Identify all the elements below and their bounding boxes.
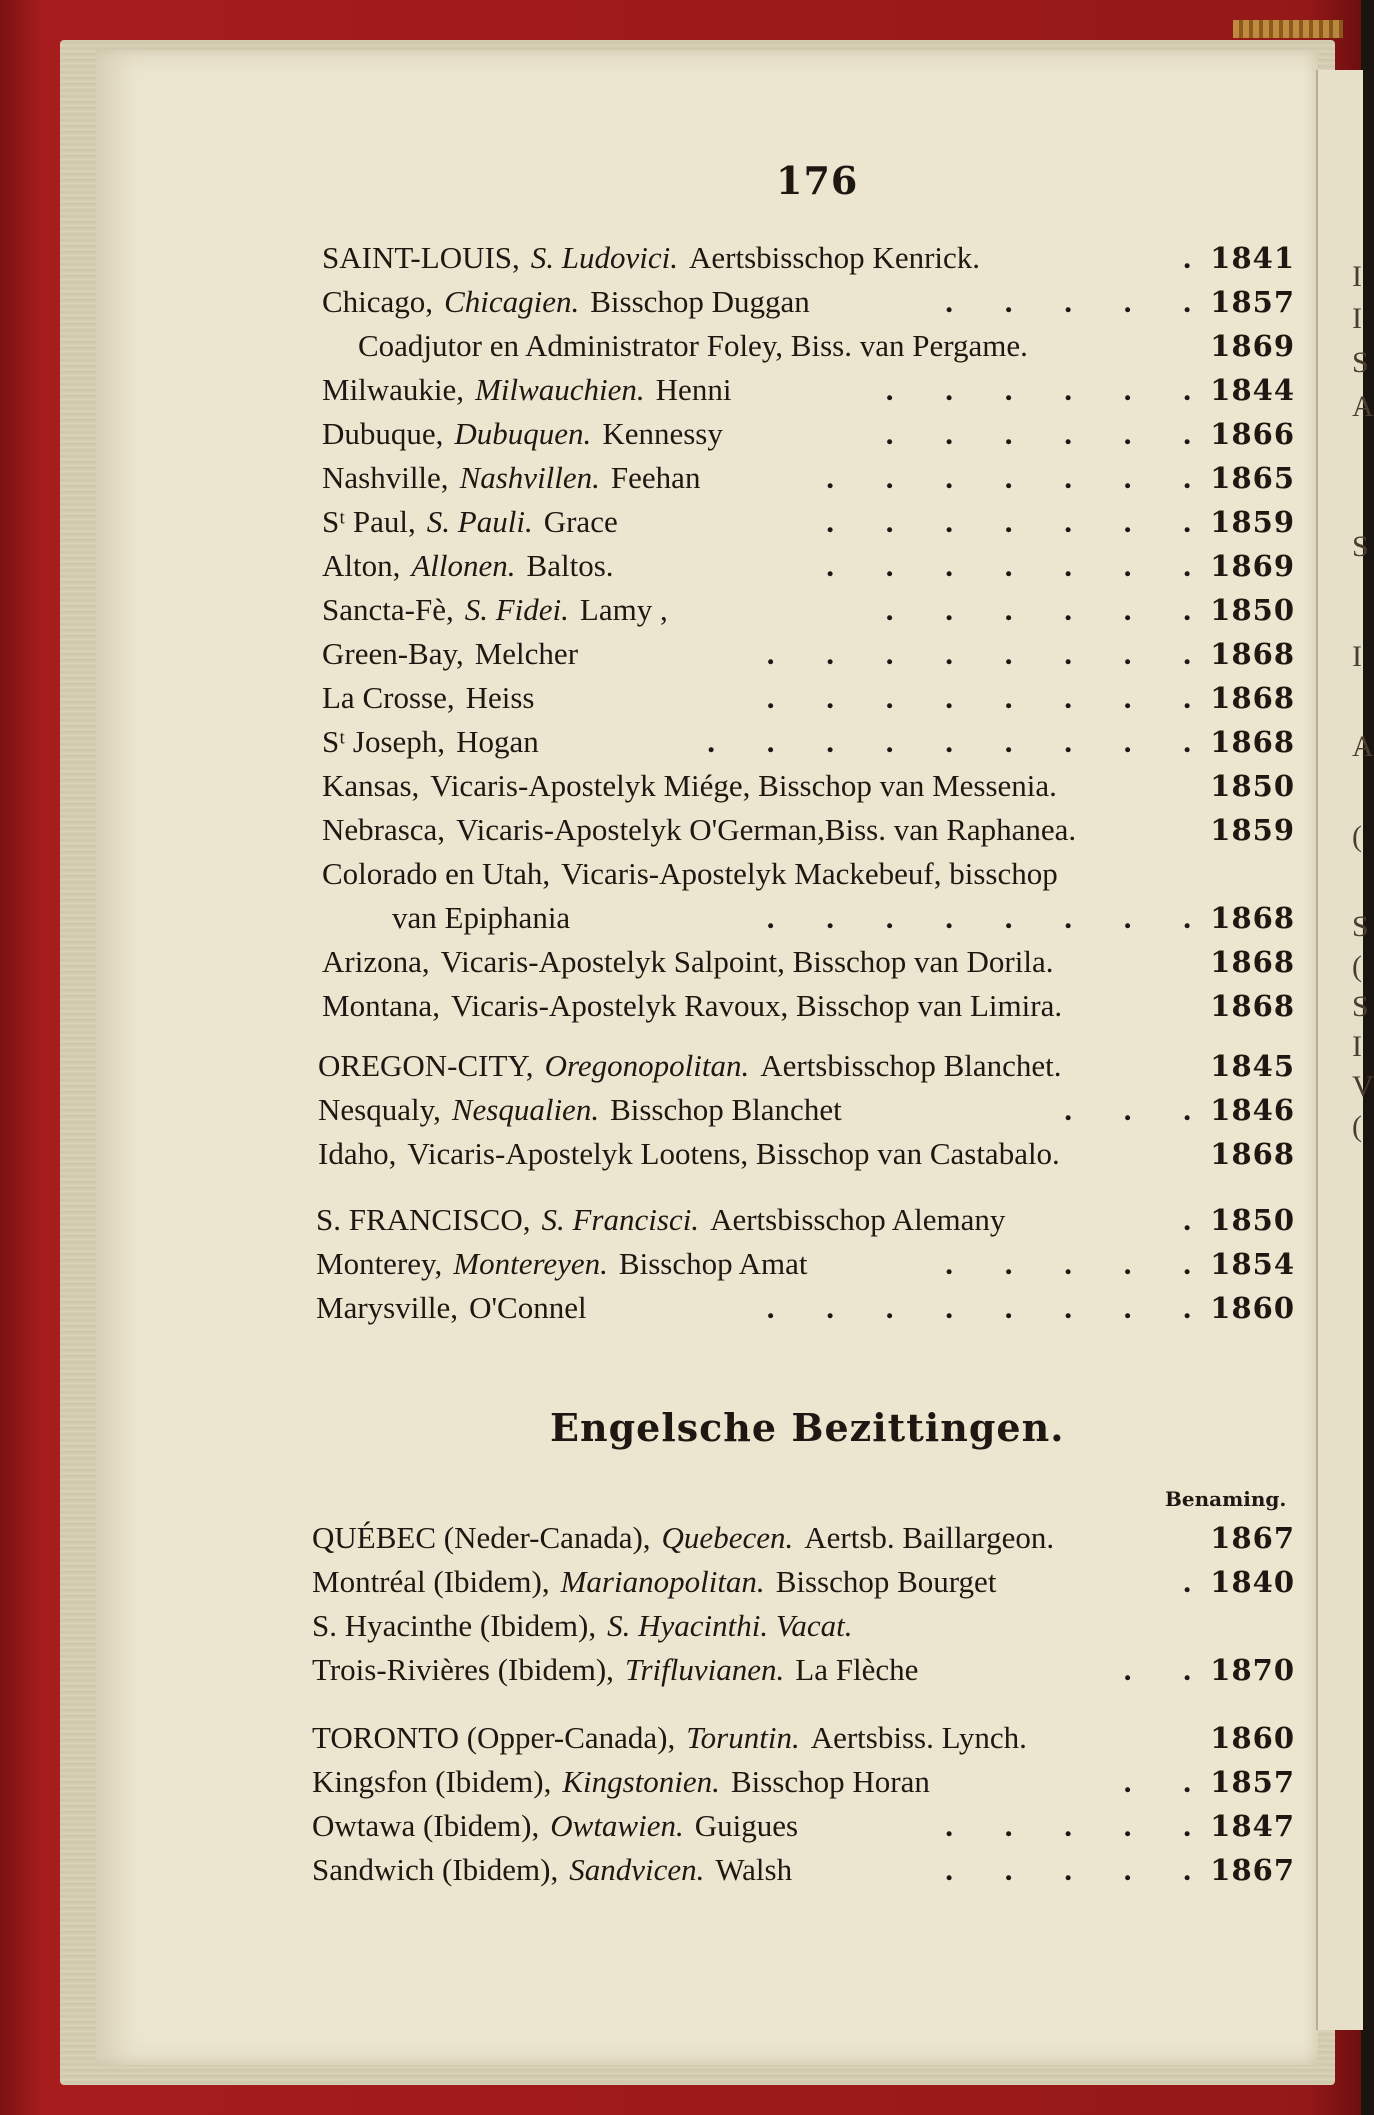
latin-name: S. Fidei. bbox=[464, 592, 569, 627]
office-holder: Kennessy bbox=[602, 416, 723, 451]
leader-dots: . . . . . . . . bbox=[766, 636, 1213, 671]
leader-dots: . . . . . . . bbox=[826, 548, 1213, 583]
office-holder: O'Connel bbox=[469, 1290, 587, 1325]
office-holder: Aertsb. Baillargeon. bbox=[804, 1520, 1055, 1555]
entry-row bbox=[322, 986, 1295, 1026]
see-name: La Crosse, bbox=[322, 680, 455, 715]
entry-text bbox=[322, 414, 734, 454]
appointment-year: 1845 bbox=[1210, 1049, 1295, 1083]
entry-text bbox=[322, 458, 711, 498]
entry-text bbox=[322, 942, 1064, 982]
leader-dots: . bbox=[1183, 1564, 1213, 1599]
leader-dots: . . . . . . bbox=[885, 416, 1213, 451]
appointment-year: 1869 bbox=[1210, 329, 1295, 363]
leader-dots: . . . . . . . . bbox=[766, 1290, 1213, 1325]
entry-text bbox=[322, 590, 679, 630]
appointment-year: 1854 bbox=[1210, 1247, 1295, 1281]
appointment-year: 1857 bbox=[1210, 1765, 1295, 1799]
latin-name: Milwauchien. bbox=[475, 372, 645, 407]
appointment-year: 1857 bbox=[1210, 285, 1295, 319]
entry-row bbox=[312, 1606, 1295, 1646]
latin-name: S. Hyacinthi. Vacat. bbox=[607, 1608, 853, 1643]
page-number: 176 bbox=[776, 158, 859, 203]
entry-text bbox=[322, 854, 1069, 894]
see-name: S. Hyacinthe (Ibidem), bbox=[312, 1608, 597, 1643]
entry-row bbox=[316, 1200, 1295, 1240]
see-name: Marysville, bbox=[316, 1290, 459, 1325]
appointment-year: 1868 bbox=[1210, 945, 1295, 979]
next-page-fragment: V bbox=[1352, 1070, 1374, 1103]
appointment-year: 1867 bbox=[1210, 1521, 1295, 1555]
leader-dots: . . . . . . bbox=[885, 592, 1213, 627]
entry-row bbox=[322, 722, 1295, 762]
entry-text bbox=[358, 326, 1039, 366]
entry-text bbox=[316, 1288, 598, 1328]
entry-row bbox=[312, 1562, 1295, 1602]
entry-row bbox=[322, 502, 1295, 542]
see-name: Kansas, bbox=[322, 768, 420, 803]
entry-text bbox=[392, 898, 581, 938]
see-name: SAINT-LOUIS, bbox=[322, 240, 520, 275]
see-name: Colorado en Utah, bbox=[322, 856, 551, 891]
office-holder: Vicaris-Apostelyk Mackebeuf, bisschop bbox=[561, 856, 1058, 891]
entry-text bbox=[312, 1850, 803, 1890]
latin-name: Allonen. bbox=[411, 548, 516, 583]
see-name: Kingsfon (Ibidem), bbox=[312, 1764, 552, 1799]
see-name: Nesqualy, bbox=[318, 1092, 441, 1127]
entry-row bbox=[322, 414, 1295, 454]
see-name: QUÉBEC (Neder-Canada), bbox=[312, 1520, 651, 1555]
appointment-year: 1870 bbox=[1210, 1653, 1295, 1687]
see-name: Sancta-Fè, bbox=[322, 592, 454, 627]
latin-name: S. Francisci. bbox=[541, 1202, 700, 1237]
office-holder: Vicaris-Apostelyk Salpoint, Bisschop van Dorila. bbox=[440, 944, 1054, 979]
appointment-year: 1868 bbox=[1210, 681, 1295, 715]
see-name: OREGON-CITY, bbox=[318, 1048, 534, 1083]
entry-row bbox=[322, 766, 1295, 806]
entry-text bbox=[322, 678, 545, 718]
leader-dots: . . . . . . bbox=[885, 372, 1213, 407]
office-holder: Aertsbiss. Lynch. bbox=[810, 1720, 1027, 1755]
entry-text bbox=[322, 810, 1087, 850]
office-holder: Vicaris-Apostelyk O'German,Biss. van Raphanea. bbox=[456, 812, 1077, 847]
appointment-year: 1840 bbox=[1210, 1565, 1295, 1599]
appointment-year: 1850 bbox=[1210, 769, 1295, 803]
entry-row bbox=[318, 1134, 1295, 1174]
leader-dots: . . . . . . . . bbox=[766, 900, 1213, 935]
entry-text bbox=[322, 282, 821, 322]
leader-dots: . . . . . . . bbox=[826, 504, 1213, 539]
appointment-year: 1860 bbox=[1210, 1291, 1295, 1325]
leader-dots: . . bbox=[1123, 1764, 1213, 1799]
entry-row bbox=[318, 1090, 1295, 1130]
office-holder: Bisschop Bourget bbox=[775, 1564, 997, 1599]
see-name: Nebrasca, bbox=[322, 812, 446, 847]
see-name: Chicago, bbox=[322, 284, 434, 319]
appointment-year: 1850 bbox=[1210, 1203, 1295, 1237]
latin-name: S. Pauli. bbox=[426, 504, 533, 539]
office-holder: Bisschop Horan bbox=[730, 1764, 930, 1799]
appointment-year: 1867 bbox=[1210, 1853, 1295, 1887]
see-name: S. FRANCISCO, bbox=[316, 1202, 531, 1237]
latin-name: S. Ludovici. bbox=[530, 240, 679, 275]
next-page-fragment: ( bbox=[1352, 950, 1362, 983]
latin-name: Owtawien. bbox=[550, 1808, 684, 1843]
office-holder: Heiss bbox=[465, 680, 535, 715]
leader-dots: . . bbox=[1123, 1652, 1213, 1687]
entry-text bbox=[322, 722, 550, 762]
latin-name: Nashvillen. bbox=[459, 460, 600, 495]
next-page-fragment: A bbox=[1352, 390, 1374, 423]
next-page-fragment: S bbox=[1352, 346, 1369, 379]
see-name: Montréal (Ibidem), bbox=[312, 1564, 550, 1599]
appointment-year: 1850 bbox=[1210, 593, 1295, 627]
next-page-fragment: ( bbox=[1352, 1110, 1362, 1143]
entry-text bbox=[322, 370, 742, 410]
office-holder: Vicaris-Apostelyk Lootens, Bisschop van Castabalo. bbox=[407, 1136, 1060, 1171]
appointment-year: 1869 bbox=[1210, 549, 1295, 583]
latin-name: Trifluvianen. bbox=[624, 1652, 785, 1687]
next-page-fragment: S bbox=[1352, 530, 1369, 563]
appointment-year: 1868 bbox=[1210, 1137, 1295, 1171]
next-page-fragment: A bbox=[1352, 730, 1374, 763]
office-holder: Feehan bbox=[610, 460, 701, 495]
office-holder: Melcher bbox=[474, 636, 579, 671]
office-holder: Hogan bbox=[456, 724, 539, 759]
entry-row bbox=[312, 1850, 1295, 1890]
office-holder: Bisschop Amat bbox=[618, 1246, 808, 1281]
next-page-fragment: S bbox=[1352, 910, 1369, 943]
entry-row bbox=[322, 678, 1295, 718]
office-holder: Vicaris-Apostelyk Miége, Bisschop van Messenia. bbox=[430, 768, 1057, 803]
leader-dots: . . . . . . . . bbox=[766, 680, 1213, 715]
entry-row bbox=[322, 238, 1295, 278]
office-holder: Baltos. bbox=[526, 548, 614, 583]
entry-row bbox=[322, 590, 1295, 630]
entry-text bbox=[312, 1762, 941, 1802]
entry-text bbox=[322, 546, 625, 586]
leader-dots: . . . . . . . bbox=[826, 460, 1213, 495]
leader-dots: . bbox=[1183, 1202, 1213, 1237]
appointment-year: 1868 bbox=[1210, 901, 1295, 935]
next-page-fragment: I bbox=[1352, 1030, 1362, 1063]
office-holder: Vicaris-Apostelyk Ravoux, Bisschop van Limira. bbox=[450, 988, 1063, 1023]
latin-name: Toruntin. bbox=[686, 1720, 800, 1755]
leader-dots: . . . . . bbox=[945, 284, 1213, 319]
entry-text bbox=[322, 766, 1068, 806]
entry-row bbox=[322, 634, 1295, 674]
appointment-year: 1866 bbox=[1210, 417, 1295, 451]
see-name: Owtawa (Ibidem), bbox=[312, 1808, 540, 1843]
see-name: Monterey, bbox=[316, 1246, 443, 1281]
latin-name: Kingstonien. bbox=[562, 1764, 720, 1799]
leader-dots: . . . bbox=[1064, 1092, 1213, 1127]
office-holder: Bisschop Duggan bbox=[590, 284, 810, 319]
next-page-fragment: I bbox=[1352, 302, 1362, 335]
latin-name: Quebecen. bbox=[661, 1520, 794, 1555]
entry-text bbox=[312, 1606, 863, 1646]
entry-row bbox=[322, 854, 1295, 894]
latin-name: Oregonopolitan. bbox=[544, 1048, 750, 1083]
office-holder: Guigues bbox=[694, 1808, 799, 1843]
office-holder: La Flèche bbox=[795, 1652, 919, 1687]
see-name: Alton, bbox=[322, 548, 401, 583]
office-holder: Lamy , bbox=[579, 592, 668, 627]
entry-row bbox=[312, 1718, 1295, 1758]
appointment-year: 1846 bbox=[1210, 1093, 1295, 1127]
next-page-fragment: I bbox=[1352, 260, 1362, 293]
entry-row bbox=[312, 1518, 1295, 1558]
leader-dots: . . . . . bbox=[945, 1246, 1213, 1281]
entry-row bbox=[358, 326, 1295, 366]
see-name: Sᵗ Paul, bbox=[322, 504, 416, 539]
entry-row bbox=[322, 458, 1295, 498]
leader-dots: . . . . . bbox=[945, 1808, 1213, 1843]
entry-text bbox=[322, 986, 1073, 1026]
entry-row bbox=[312, 1650, 1295, 1690]
leader-dots: . . . . . bbox=[945, 1852, 1213, 1887]
office-holder: Walsh bbox=[715, 1852, 793, 1887]
column-header: Benaming. bbox=[1165, 1487, 1287, 1511]
see-name: Dubuque, bbox=[322, 416, 444, 451]
entry-text bbox=[318, 1090, 853, 1130]
see-name: Milwaukie, bbox=[322, 372, 465, 407]
entry-row bbox=[322, 546, 1295, 586]
appointment-year: 1841 bbox=[1210, 241, 1295, 275]
office-holder: Henni bbox=[655, 372, 732, 407]
entry-text bbox=[312, 1718, 1038, 1758]
entry-text bbox=[322, 238, 991, 278]
office-holder: Aertsbisschop Alemany bbox=[710, 1202, 1006, 1237]
entry-row bbox=[312, 1762, 1295, 1802]
see-name: Idaho, bbox=[318, 1136, 397, 1171]
entry-row bbox=[322, 942, 1295, 982]
entry-text bbox=[322, 502, 629, 542]
entry-row bbox=[322, 370, 1295, 410]
entry-text bbox=[312, 1806, 809, 1846]
entry-text bbox=[318, 1046, 1073, 1086]
next-page-fragment: ( bbox=[1352, 820, 1362, 853]
entry-row bbox=[392, 898, 1295, 938]
entry-row bbox=[322, 810, 1295, 850]
office-holder: Bisschop Blanchet bbox=[610, 1092, 842, 1127]
see-name: Sᵗ Joseph, bbox=[322, 724, 446, 759]
appointment-year: 1847 bbox=[1210, 1809, 1295, 1843]
entry-row bbox=[322, 282, 1295, 322]
latin-name: Marianopolitan. bbox=[560, 1564, 765, 1599]
latin-name: Montereyen. bbox=[453, 1246, 608, 1281]
see-name: Nashville, bbox=[322, 460, 449, 495]
entry-text bbox=[316, 1244, 819, 1284]
entry-text bbox=[312, 1518, 1065, 1558]
entry-text bbox=[316, 1200, 1016, 1240]
appointment-year: 1868 bbox=[1210, 725, 1295, 759]
appointment-year: 1859 bbox=[1210, 813, 1295, 847]
next-page-fragment: S bbox=[1352, 990, 1369, 1023]
office-holder: Coadjutor en Administrator Foley, Biss. van Pergame. bbox=[358, 328, 1028, 363]
office-holder: Aertsbisschop Kenrick. bbox=[689, 240, 981, 275]
entry-text bbox=[318, 1134, 1071, 1174]
office-holder: Aertsbisschop Blanchet. bbox=[760, 1048, 1062, 1083]
leader-dots: . bbox=[1183, 240, 1213, 275]
appointment-year: 1859 bbox=[1210, 505, 1295, 539]
see-name: Trois-Rivières (Ibidem), bbox=[312, 1652, 614, 1687]
entry-text bbox=[322, 634, 589, 674]
appointment-year: 1844 bbox=[1210, 373, 1295, 407]
entry-row bbox=[318, 1046, 1295, 1086]
latin-name: Dubuquen. bbox=[454, 416, 592, 451]
latin-name: Nesqualien. bbox=[451, 1092, 600, 1127]
entry-text bbox=[312, 1562, 1007, 1602]
appointment-year: 1868 bbox=[1210, 637, 1295, 671]
appointment-year: 1865 bbox=[1210, 461, 1295, 495]
office-holder: Grace bbox=[543, 504, 618, 539]
see-name: Green-Bay, bbox=[322, 636, 464, 671]
section-heading: Engelsche Bezittingen. bbox=[550, 1405, 1065, 1450]
next-page-fragment: I bbox=[1352, 640, 1362, 673]
see-name: Montana, bbox=[322, 988, 440, 1023]
see-name: Sandwich (Ibidem), bbox=[312, 1852, 559, 1887]
latin-name: Sandvicen. bbox=[569, 1852, 705, 1887]
entry-row bbox=[316, 1288, 1295, 1328]
appointment-year: 1860 bbox=[1210, 1721, 1295, 1755]
entry-row bbox=[312, 1806, 1295, 1846]
leader-dots: . . . . . . . . . bbox=[707, 724, 1213, 759]
see-name: TORONTO (Opper-Canada), bbox=[312, 1720, 676, 1755]
entry-row bbox=[316, 1244, 1295, 1284]
office-holder: van Epiphania bbox=[392, 900, 571, 935]
entry-text bbox=[312, 1650, 929, 1690]
see-name: Arizona, bbox=[322, 944, 430, 979]
latin-name: Chicagien. bbox=[444, 284, 580, 319]
appointment-year: 1868 bbox=[1210, 989, 1295, 1023]
